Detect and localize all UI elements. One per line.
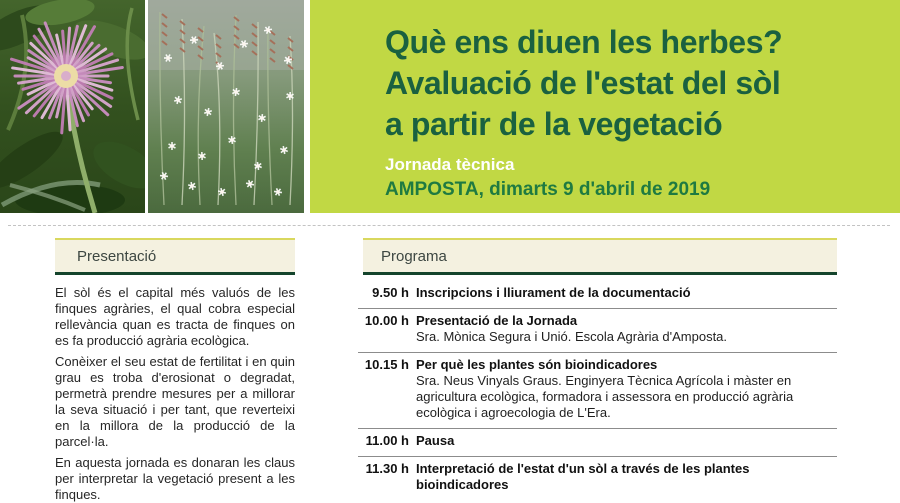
program-row	[358, 353, 837, 429]
program-row	[358, 281, 837, 309]
program-row	[358, 309, 837, 353]
presentation-paragraph-2: Conèixer el seu estat de fertilitat i en quin grau es troba d'erosionat o degradat, permetrà prendre mesures per a millorar la seva situació i per tant, que reverteixi en la millora de la producció de la parcel·la.	[55, 354, 295, 450]
pink-flower-photo	[0, 0, 145, 213]
white-flowers-photo	[148, 0, 304, 213]
program-time: 10.15 h	[358, 357, 409, 421]
program-title: Inscripcions i lliurament de la documentació	[416, 285, 837, 301]
program-title: Presentació de la Jornada	[416, 313, 837, 329]
program-title: Per què les plantes són bioindicadores	[416, 357, 837, 373]
white-flowers-illustration	[148, 0, 304, 213]
presentation-section	[55, 238, 295, 503]
pink-flower-illustration	[0, 0, 145, 213]
program-time: 9.50 h	[358, 285, 409, 301]
presentation-paragraph-1: El sòl és el capital més valuós de les finques agràries, el qual cobra especial rellevància quan es tracta de finques on es fa producció agrària ecològica.	[55, 285, 295, 349]
program-heading: Programa	[363, 238, 837, 275]
program-title: Interpretació de l'estat d'un sòl a través de les plantes bioindicadores	[416, 461, 837, 493]
program-time: 11.30 h	[358, 461, 409, 493]
program-speaker: Sra. Neus Vinyals Graus. Enginyera Tècnica Agrícola i màster en agricultura ecològica, formadora i assessora en producció agrària ecològica i agroecologia de L'Era.	[416, 373, 837, 421]
main-title-line-3: a partir de la vegetació	[385, 104, 900, 145]
program-time: 10.00 h	[358, 313, 409, 345]
program-row-cutoff	[358, 457, 837, 500]
main-title-line-2: Avaluació de l'estat del sòl	[385, 63, 900, 104]
program-title: Pausa	[416, 433, 837, 449]
program-schedule	[358, 281, 837, 500]
program-time: 11.00 h	[358, 433, 409, 449]
presentation-heading: Presentació	[55, 238, 295, 275]
program-speaker: Sra. Mònica Segura i Unió. Escola Agrària d'Amposta.	[416, 329, 837, 345]
location-date: AMPOSTA, dimarts 9 d'abril de 2019	[385, 179, 900, 201]
program-row	[358, 429, 837, 457]
program-section	[358, 238, 837, 500]
main-title-line-1: Què ens diuen les herbes?	[385, 22, 900, 63]
presentation-paragraph-3-cutoff: En aquesta jornada es donaran les claus per interpretar la vegetació present a les finques.	[55, 455, 295, 503]
horizontal-divider	[8, 225, 890, 226]
title-banner	[310, 0, 900, 213]
event-type-label: Jornada tècnica	[385, 155, 900, 175]
